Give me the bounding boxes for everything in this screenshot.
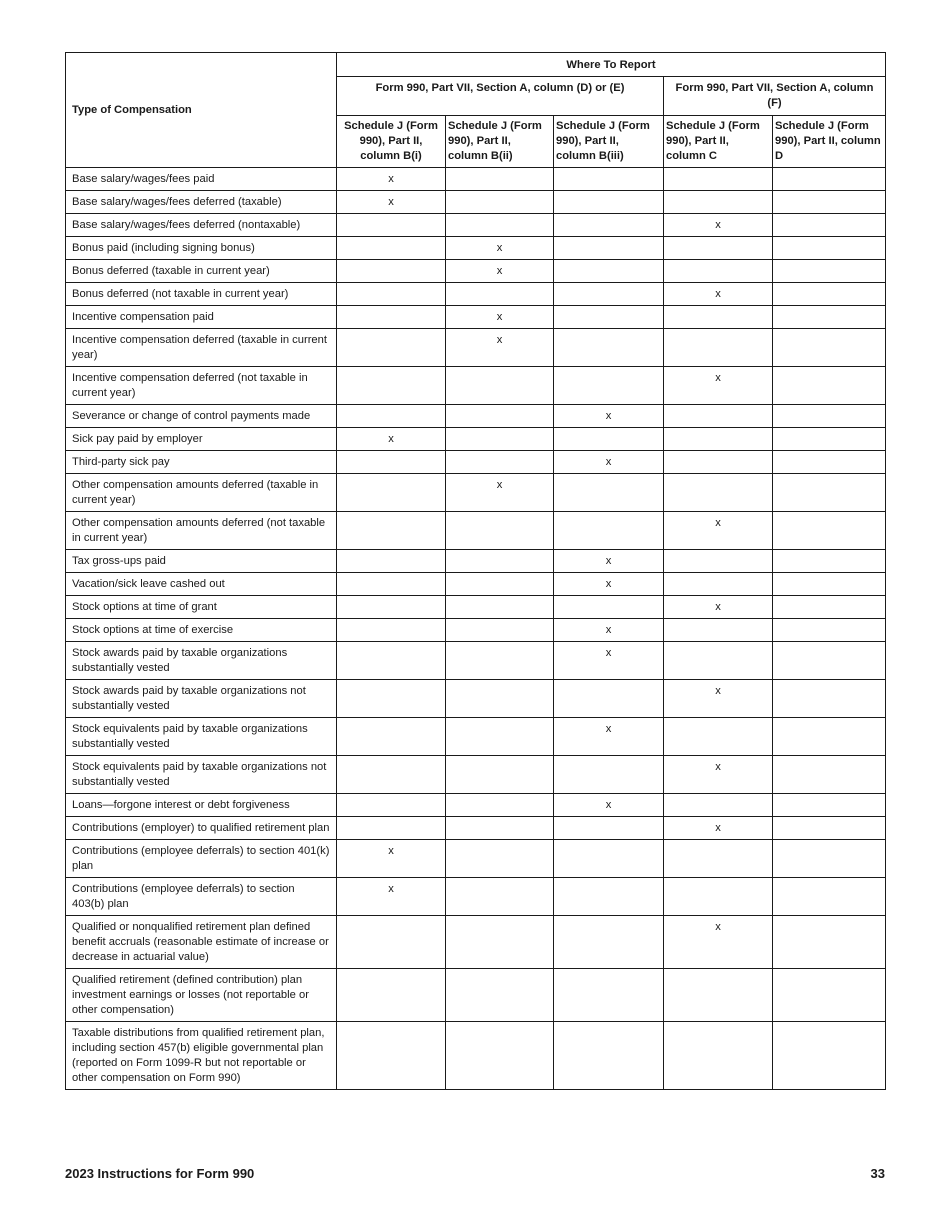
report-mark-cell: x: [337, 428, 446, 451]
report-mark-cell: [337, 680, 446, 718]
report-mark-cell: [773, 596, 886, 619]
table-body: [66, 168, 886, 1090]
report-mark-cell: x: [554, 794, 664, 817]
column-header-b-ii: Schedule J (Form 990), Part II, column B(ii): [446, 116, 554, 168]
report-mark-cell: [554, 1022, 664, 1090]
report-mark-cell: x: [446, 237, 554, 260]
report-mark-cell: [337, 916, 446, 969]
report-mark-cell: [773, 794, 886, 817]
report-mark-cell: [773, 840, 886, 878]
report-mark-cell: x: [554, 405, 664, 428]
report-mark-cell: [773, 260, 886, 283]
report-mark-cell: [337, 642, 446, 680]
compensation-type-label: Contributions (employee deferrals) to section 401(k) plan: [66, 840, 337, 878]
report-mark-cell: [337, 969, 446, 1022]
where-to-report-header: Where To Report: [337, 53, 886, 77]
report-mark-cell: [337, 283, 446, 306]
report-mark-cell: [773, 1022, 886, 1090]
report-mark-cell: [773, 168, 886, 191]
compensation-type-label: Stock options at time of exercise: [66, 619, 337, 642]
report-mark-cell: [773, 474, 886, 512]
report-mark-cell: [337, 306, 446, 329]
report-mark-cell: [446, 680, 554, 718]
table-row: [66, 428, 886, 451]
report-mark-cell: [337, 260, 446, 283]
report-mark-cell: [773, 237, 886, 260]
report-mark-cell: [554, 283, 664, 306]
report-mark-cell: [554, 840, 664, 878]
table-row: [66, 916, 886, 969]
report-mark-cell: [446, 969, 554, 1022]
compensation-type-label: Other compensation amounts deferred (not taxable in current year): [66, 512, 337, 550]
report-mark-cell: [554, 596, 664, 619]
table-row: [66, 283, 886, 306]
report-mark-cell: [554, 817, 664, 840]
table-row: [66, 619, 886, 642]
report-mark-cell: [554, 916, 664, 969]
report-mark-cell: [554, 237, 664, 260]
report-mark-cell: [446, 596, 554, 619]
report-mark-cell: x: [664, 916, 773, 969]
report-mark-cell: x: [446, 474, 554, 512]
report-mark-cell: [446, 283, 554, 306]
table-row: [66, 794, 886, 817]
report-mark-cell: [446, 191, 554, 214]
report-mark-cell: [446, 405, 554, 428]
compensation-type-label: Incentive compensation deferred (taxable in current year): [66, 329, 337, 367]
report-mark-cell: [446, 214, 554, 237]
report-mark-cell: [554, 428, 664, 451]
report-mark-cell: [337, 367, 446, 405]
column-header-d: Schedule J (Form 990), Part II, column D: [773, 116, 886, 168]
report-mark-cell: [773, 306, 886, 329]
table-row: [66, 573, 886, 596]
report-mark-cell: [664, 451, 773, 474]
report-mark-cell: [664, 550, 773, 573]
table-row: [66, 474, 886, 512]
report-mark-cell: [773, 573, 886, 596]
report-mark-cell: x: [664, 817, 773, 840]
report-mark-cell: [664, 474, 773, 512]
report-mark-cell: [446, 573, 554, 596]
report-mark-cell: [337, 794, 446, 817]
report-mark-cell: [773, 916, 886, 969]
compensation-type-label: Qualified or nonqualified retirement plan defined benefit accruals (reasonable estimate of increase or decrease in actuarial value): [66, 916, 337, 969]
report-mark-cell: [554, 680, 664, 718]
table-row: [66, 756, 886, 794]
compensation-type-label: Severance or change of control payments made: [66, 405, 337, 428]
report-mark-cell: [664, 428, 773, 451]
report-mark-cell: [337, 474, 446, 512]
report-mark-cell: [337, 619, 446, 642]
report-mark-cell: [664, 191, 773, 214]
table-row: [66, 367, 886, 405]
report-mark-cell: [446, 550, 554, 573]
report-mark-cell: [337, 718, 446, 756]
report-mark-cell: x: [337, 878, 446, 916]
report-mark-cell: [773, 756, 886, 794]
table-row: [66, 817, 886, 840]
table-row: [66, 451, 886, 474]
report-mark-cell: x: [664, 756, 773, 794]
report-mark-cell: [664, 840, 773, 878]
report-mark-cell: [554, 367, 664, 405]
compensation-type-label: Base salary/wages/fees paid: [66, 168, 337, 191]
table-row: [66, 168, 886, 191]
report-mark-cell: [337, 756, 446, 794]
report-mark-cell: x: [664, 283, 773, 306]
report-mark-cell: [664, 405, 773, 428]
report-mark-cell: [773, 817, 886, 840]
report-mark-cell: x: [664, 367, 773, 405]
report-mark-cell: [773, 969, 886, 1022]
compensation-type-label: Contributions (employee deferrals) to section 403(b) plan: [66, 878, 337, 916]
table-row: [66, 214, 886, 237]
compensation-type-label: Bonus deferred (taxable in current year): [66, 260, 337, 283]
report-mark-cell: [664, 642, 773, 680]
report-mark-cell: [446, 878, 554, 916]
compensation-type-label: Base salary/wages/fees deferred (nontaxable): [66, 214, 337, 237]
compensation-type-label: Loans—forgone interest or debt forgiveness: [66, 794, 337, 817]
compensation-type-label: Bonus paid (including signing bonus): [66, 237, 337, 260]
report-mark-cell: [664, 237, 773, 260]
table-row: [66, 550, 886, 573]
report-mark-cell: [446, 817, 554, 840]
table-row: [66, 718, 886, 756]
compensation-type-label: Stock options at time of grant: [66, 596, 337, 619]
report-mark-cell: [554, 168, 664, 191]
report-mark-cell: [773, 367, 886, 405]
column-header-b-i: Schedule J (Form 990), Part II, column B(i): [337, 116, 446, 168]
report-mark-cell: [773, 283, 886, 306]
compensation-type-label: Stock equivalents paid by taxable organizations substantially vested: [66, 718, 337, 756]
report-mark-cell: [446, 840, 554, 878]
table-row: [66, 680, 886, 718]
report-mark-cell: [446, 428, 554, 451]
report-mark-cell: [773, 214, 886, 237]
report-mark-cell: x: [664, 512, 773, 550]
report-mark-cell: x: [446, 329, 554, 367]
report-mark-cell: x: [664, 680, 773, 718]
report-mark-cell: x: [664, 214, 773, 237]
report-mark-cell: [554, 512, 664, 550]
report-mark-cell: [773, 680, 886, 718]
report-mark-cell: x: [554, 451, 664, 474]
report-mark-cell: [554, 214, 664, 237]
table-row: [66, 596, 886, 619]
report-mark-cell: [773, 451, 886, 474]
compensation-table: [65, 52, 886, 1090]
report-mark-cell: x: [446, 306, 554, 329]
table-row: [66, 191, 886, 214]
report-mark-cell: [337, 214, 446, 237]
table-row: [66, 405, 886, 428]
compensation-type-label: Sick pay paid by employer: [66, 428, 337, 451]
table-row: [66, 1022, 886, 1090]
compensation-type-label: Bonus deferred (not taxable in current year): [66, 283, 337, 306]
report-mark-cell: [773, 428, 886, 451]
report-mark-cell: [337, 405, 446, 428]
compensation-type-label: Third-party sick pay: [66, 451, 337, 474]
report-mark-cell: [664, 306, 773, 329]
report-mark-cell: [337, 817, 446, 840]
report-mark-cell: x: [554, 573, 664, 596]
compensation-type-label: Qualified retirement (defined contribution) plan investment earnings or losses (not reportable or other compensation): [66, 969, 337, 1022]
compensation-type-label: Contributions (employer) to qualified retirement plan: [66, 817, 337, 840]
report-mark-cell: [664, 878, 773, 916]
table-row: [66, 878, 886, 916]
type-of-compensation-header: Type of Compensation: [66, 53, 337, 168]
compensation-type-label: Stock awards paid by taxable organizations not substantially vested: [66, 680, 337, 718]
table-row: [66, 329, 886, 367]
table-row: [66, 642, 886, 680]
report-mark-cell: [664, 1022, 773, 1090]
report-mark-cell: x: [337, 840, 446, 878]
report-mark-cell: [446, 512, 554, 550]
table-row: [66, 969, 886, 1022]
report-mark-cell: x: [554, 718, 664, 756]
report-mark-cell: [664, 619, 773, 642]
report-mark-cell: [664, 794, 773, 817]
report-mark-cell: [446, 642, 554, 680]
compensation-type-label: Incentive compensation deferred (not taxable in current year): [66, 367, 337, 405]
compensation-type-label: Other compensation amounts deferred (taxable in current year): [66, 474, 337, 512]
report-mark-cell: [446, 367, 554, 405]
report-mark-cell: [446, 756, 554, 794]
report-mark-cell: [773, 550, 886, 573]
report-mark-cell: [664, 573, 773, 596]
report-mark-cell: x: [554, 619, 664, 642]
report-mark-cell: [446, 718, 554, 756]
compensation-type-label: Stock equivalents paid by taxable organizations not substantially vested: [66, 756, 337, 794]
compensation-type-label: Base salary/wages/fees deferred (taxable): [66, 191, 337, 214]
compensation-type-label: Stock awards paid by taxable organizations substantially vested: [66, 642, 337, 680]
report-mark-cell: [664, 260, 773, 283]
report-mark-cell: x: [554, 642, 664, 680]
report-mark-cell: [554, 191, 664, 214]
group-header-f: Form 990, Part VII, Section A, column (F): [664, 77, 886, 116]
report-mark-cell: [773, 718, 886, 756]
report-mark-cell: [554, 474, 664, 512]
report-mark-cell: [554, 306, 664, 329]
report-mark-cell: [337, 596, 446, 619]
report-mark-cell: x: [446, 260, 554, 283]
report-mark-cell: x: [337, 168, 446, 191]
report-mark-cell: x: [664, 596, 773, 619]
report-mark-cell: [773, 642, 886, 680]
report-mark-cell: [446, 794, 554, 817]
table-row: [66, 512, 886, 550]
report-mark-cell: [773, 191, 886, 214]
report-mark-cell: [773, 619, 886, 642]
compensation-type-label: Taxable distributions from qualified retirement plan, including section 457(b) eligible governmental plan (reported on Form 1099-R but not reportable or other compensation on Form 990): [66, 1022, 337, 1090]
table-row: [66, 840, 886, 878]
report-mark-cell: [337, 451, 446, 474]
report-mark-cell: [773, 512, 886, 550]
report-mark-cell: [664, 329, 773, 367]
compensation-type-label: Tax gross-ups paid: [66, 550, 337, 573]
report-mark-cell: [554, 969, 664, 1022]
report-mark-cell: [337, 573, 446, 596]
report-mark-cell: [446, 916, 554, 969]
report-mark-cell: [337, 1022, 446, 1090]
page-number: 33: [870, 1166, 885, 1181]
report-mark-cell: [664, 969, 773, 1022]
group-header-d-or-e: Form 990, Part VII, Section A, column (D) or (E): [337, 77, 664, 116]
compensation-type-label: Vacation/sick leave cashed out: [66, 573, 337, 596]
report-mark-cell: [773, 329, 886, 367]
report-mark-cell: [554, 878, 664, 916]
table-row: [66, 237, 886, 260]
report-mark-cell: [554, 756, 664, 794]
table-row: [66, 306, 886, 329]
report-mark-cell: [664, 168, 773, 191]
report-mark-cell: [664, 718, 773, 756]
report-mark-cell: [337, 329, 446, 367]
footer-title: 2023 Instructions for Form 990: [65, 1166, 255, 1181]
compensation-type-label: Incentive compensation paid: [66, 306, 337, 329]
column-header-c: Schedule J (Form 990), Part II, column C: [664, 116, 773, 168]
report-mark-cell: [773, 878, 886, 916]
table-row: [66, 260, 886, 283]
report-mark-cell: x: [337, 191, 446, 214]
report-mark-cell: [337, 550, 446, 573]
report-mark-cell: [446, 619, 554, 642]
column-header-b-iii: Schedule J (Form 990), Part II, column B(iii): [554, 116, 664, 168]
report-mark-cell: [446, 168, 554, 191]
report-mark-cell: [554, 329, 664, 367]
report-mark-cell: [446, 451, 554, 474]
report-mark-cell: [337, 237, 446, 260]
report-mark-cell: [446, 1022, 554, 1090]
report-mark-cell: [554, 260, 664, 283]
report-mark-cell: x: [554, 550, 664, 573]
report-mark-cell: [773, 405, 886, 428]
report-mark-cell: [337, 512, 446, 550]
